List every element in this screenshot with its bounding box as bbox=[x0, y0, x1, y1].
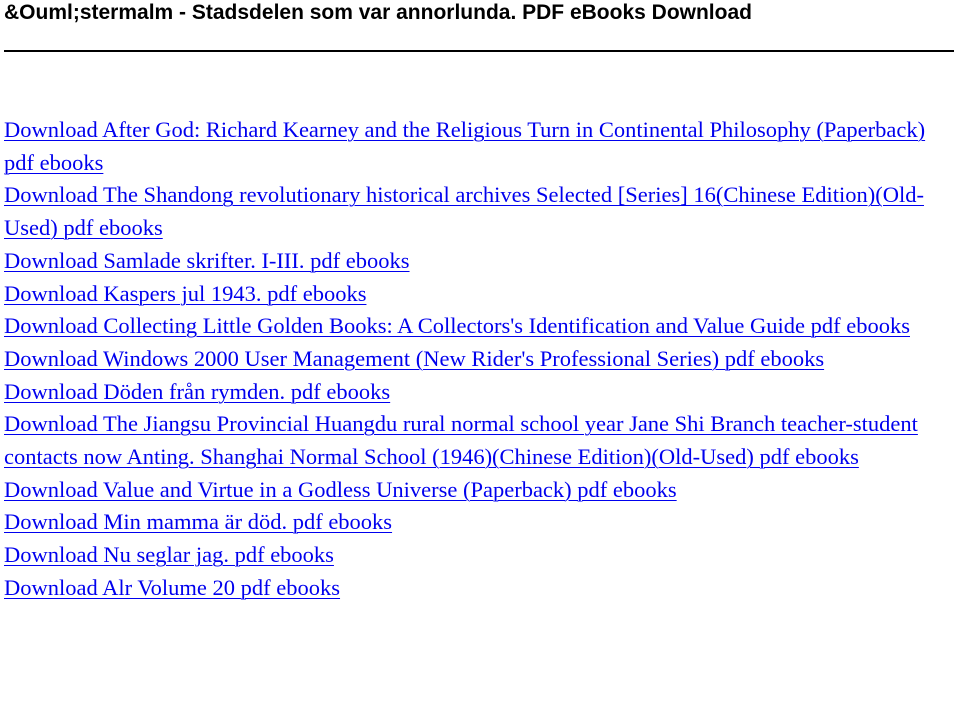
list-item bbox=[4, 572, 954, 605]
download-link[interactable]: Download Alr Volume 20 pdf ebooks bbox=[4, 574, 341, 600]
download-link[interactable]: Download After God: Richard Kearney and the Religious Turn in Continental Philosophy (Paperback) pdf ebooks bbox=[4, 117, 926, 175]
list-item bbox=[4, 245, 954, 278]
download-link[interactable]: Download Nu seglar jag. pdf ebooks bbox=[4, 542, 334, 568]
header-divider bbox=[4, 50, 954, 52]
list-item bbox=[4, 179, 954, 244]
list-item bbox=[4, 114, 954, 179]
download-link-list bbox=[4, 114, 954, 605]
list-item bbox=[4, 310, 954, 343]
list-item bbox=[4, 474, 954, 507]
download-link[interactable]: Download The Jiangsu Provincial Huangdu rural normal school year Jane Shi Branch teacher-student contacts now Anting. Shanghai Normal School (1946)(Chinese Edition)(Old-Used) pdf ebooks bbox=[4, 411, 918, 470]
download-link[interactable]: Download Collecting Little Golden Books: A Collectors's Identification and Value Guide pdf ebooks bbox=[4, 313, 910, 339]
download-link[interactable]: Download Samlade skrifter. I-III. pdf ebooks bbox=[4, 247, 410, 273]
list-item bbox=[4, 408, 954, 473]
list-item bbox=[4, 539, 954, 572]
download-link[interactable]: Download Value and Virtue in a Godless Universe (Paperback) pdf ebooks bbox=[4, 476, 677, 502]
download-link[interactable]: Download Min mamma är död. pdf ebooks bbox=[4, 509, 393, 535]
list-item bbox=[4, 278, 954, 311]
list-item bbox=[4, 376, 954, 409]
download-link[interactable]: Download The Shandong revolutionary historical archives Selected [Series] 16(Chinese Edition)(Old-Used) pdf ebooks bbox=[4, 182, 924, 241]
list-item bbox=[4, 343, 954, 376]
download-link[interactable]: Download Windows 2000 User Management (New Rider's Professional Series) pdf ebooks bbox=[4, 345, 825, 371]
download-link[interactable]: Download Kaspers jul 1943. pdf ebooks bbox=[4, 280, 367, 306]
page-title: &Ouml;stermalm - Stadsdelen som var annorlunda. PDF eBooks Download bbox=[4, 1, 752, 24]
download-link[interactable]: Download Döden från rymden. pdf ebooks bbox=[4, 378, 391, 404]
list-item bbox=[4, 506, 954, 539]
